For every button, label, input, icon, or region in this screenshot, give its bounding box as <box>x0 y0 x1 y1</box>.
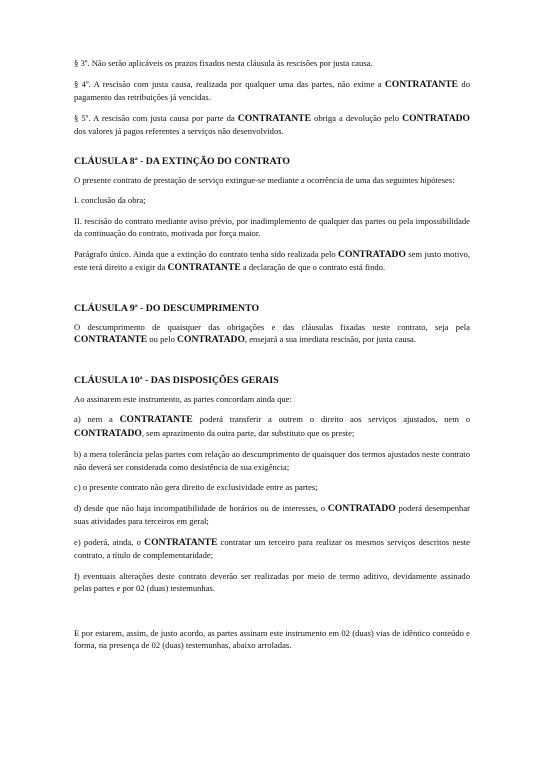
clause7-paragraph-4: § 4º. A rescisão com justa causa, realizada por qualquer uma das partes, não exime a CONTRATANTE do pagamento das retribuições já vencidas. <box>74 78 470 102</box>
clause10-item-a: a) nem a CONTRATANTE poderá transferir a outrem o direito aos serviços ajustados, nem o CONTRATADO, sem aprazimento da outra parte, dar substituto que os preste; <box>74 414 470 439</box>
contract-page <box>74 57 470 652</box>
clause10-item-b: b) a mera tolerância pelas partes com relação ao descumprimento de quaisquer dos termos ajustados neste contrato não deverá ser considerada como desistência de sua exigência; <box>74 449 470 472</box>
clause9-title: CLÁUSULA 9ª - DO DESCUMPRIMENTO <box>74 302 260 314</box>
clause10-item-e: e) poderá, ainda, o CONTRATANTE contratar um terceiro para realizar os mesmos serviços descritos neste contrato, a título de complementaridade; <box>74 536 470 560</box>
clause10-intro: Ao assinarem este instrumento, as partes concordam ainda que: <box>74 393 292 404</box>
clause10-title: CLÁUSULA 10ª - DAS DISPOSIÇÕES GERAIS <box>74 374 279 386</box>
clause10-item-f: f) eventuais alterações deste contrato deverão ser realizadas por meio de termo aditivo, devidamente assinado pelas partes e por 02 (duas) testemunhas. <box>74 570 470 593</box>
clause9-text: O descumprimento de quaisquer das obrigações e das cláusulas fixadas neste contrato, seja pela CONTRATANTE ou pelo CONTRATADO, ensejará a sua imediata rescisão, por justa causa. <box>74 321 470 345</box>
clause8-item-1: I. conclusão da obra; <box>74 195 146 205</box>
clause8-single-paragraph: Parágrafo único. Ainda que a extinção do contrato tenha sido realizada pelo CONTRATADO sem justo motivo, este terá direito a exigir da CONTRATANTE a declaração de que o contrato está findo. <box>74 248 470 273</box>
clause8-item-2: II. rescisão do contrato mediante aviso prévio, por inadimplemento de qualquer das partes ou pela impossibilidade da continuação do contrato, motivada por força maior. <box>74 215 470 238</box>
clause10-item-d: d) desde que não haja incompatibilidade de horários ou de interesses, o CONTRATADO poderá desempenhar suas atividades para terceiros em geral; <box>74 502 470 526</box>
closing-paragraph: E por estarem, assim, de justo acordo, as partes assinam este instrumento em 02 (duas) vias de idêntico conteúdo e forma, na presença de 02 (duas) testemunhas, abaixo arroladas. <box>74 627 470 650</box>
clause8-intro: O presente contrato de prestação de serviço extingue-se mediante a ocorrência de uma das seguintes hipóteses: <box>74 174 455 185</box>
clause8-title: CLÁUSULA 8ª - DA EXTINÇÃO DO CONTRATO <box>74 155 290 167</box>
clause7-paragraph-3: § 3º. Não serão aplicáveis os prazos fixados nesta cláusula às rescisões por justa causa. <box>74 58 373 68</box>
clause7-paragraph-5: § 5º. A rescisão com justa causa por parte da CONTRATANTE obriga a devolução pelo CONTRATADO dos valores já pagos referentes a serviços não desenvolvidos. <box>74 112 471 136</box>
clause10-item-c: c) o presente contrato não gera direito de exclusividade entre as partes; <box>74 482 318 492</box>
